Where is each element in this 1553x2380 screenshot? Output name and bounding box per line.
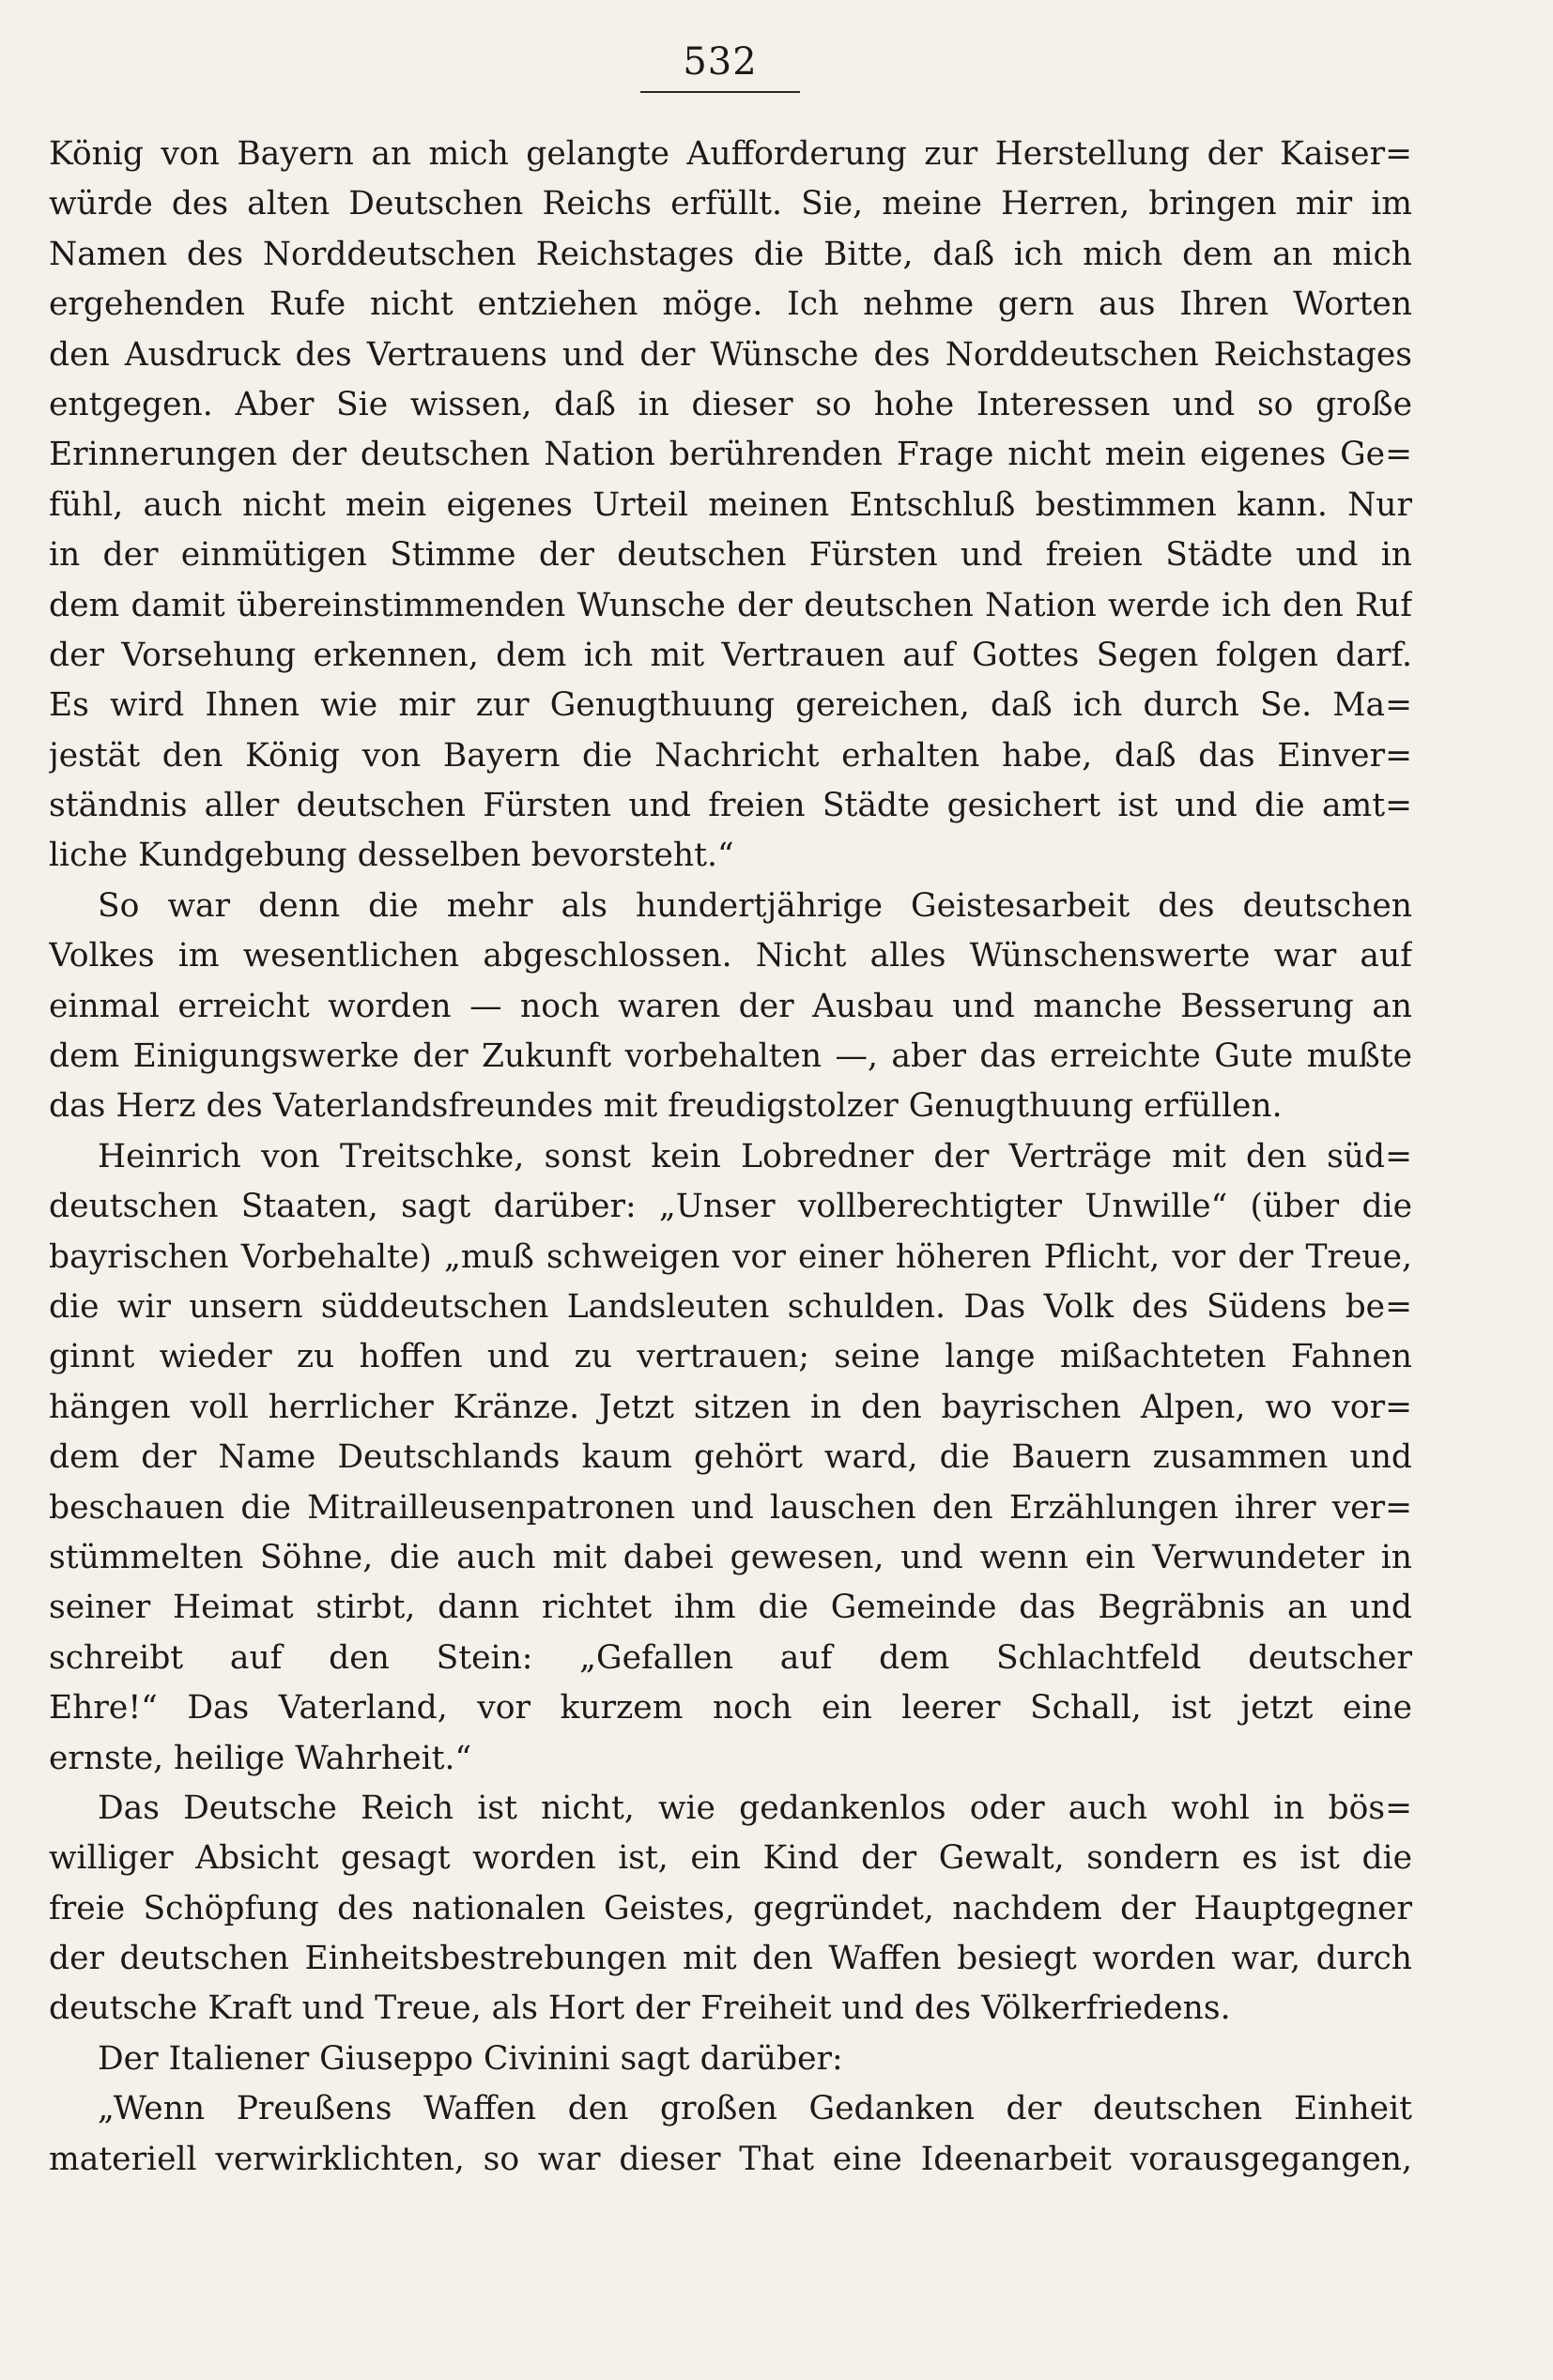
text-line: ernste, heilige Wahrheit.“ [49,1739,472,1777]
header-rule [640,91,800,93]
text-line: Der Italiener Giuseppo Civinini sagt darüber: [98,2039,843,2078]
text-line: Namen des Norddeutschen Reichstages die Bitte, daß ich mich dem an mich [49,235,1412,273]
text-line: einmal erreicht worden — noch waren der Ausbau und manche Besserung an [49,987,1412,1025]
text-line: fühl, auch nicht mein eigenes Urteil meinen Entschluß bestimmen kann. Nur [49,485,1412,524]
text-line: dem Einigungswerke der Zukunft vorbehalten —, aber das erreichte Gute mußte [49,1037,1412,1076]
text-line: entgegen. Aber Sie wissen, daß in dieser so hohe Interessen und so große [49,385,1412,423]
text-line: bayrischen Vorbehalte) „muß schweigen vor einer höheren Pflicht, vor der Treue, [49,1237,1412,1276]
text-line: die wir unsern süddeutschen Landsleuten schulden. Das Volk des Südens be= [49,1287,1412,1326]
text-line: materiell verwirklichten, so war dieser That eine Ideenarbeit vorausgegangen, [49,2140,1412,2178]
text-line: deutschen Staaten, sagt darüber: „Unser vollberechtigter Unwille“ (über die [49,1188,1412,1226]
text-line: deutsche Kraft und Treue, als Hort der Freiheit und des Völkerfriedens. [49,1989,1231,2028]
text-line: in der einmütigen Stimme der deutschen Fürsten und freien Städte und in [49,536,1412,575]
text-line: der deutschen Einheitsbestrebungen mit den Waffen besiegt worden war, durch [49,1940,1412,1978]
text-line: freie Schöpfung des nationalen Geistes, gegründet, nachdem der Hauptgegner [49,1889,1412,1927]
text-line: ergehenden Rufe nicht entziehen möge. Ich nehme gern aus Ihren Worten [49,285,1412,324]
text-line: Heinrich von Treitschke, sonst kein Lobredner der Verträge mit den süd= [98,1137,1412,1175]
text-line: den Ausdruck des Vertrauens und der Wünsche des Norddeutschen Reichstages [49,335,1412,374]
text-line: seiner Heimat stirbt, dann richtet ihm die Gemeinde das Begräbnis an und [49,1589,1412,1627]
text-line: Ehre!“ Das Vaterland, vor kurzem noch ein leerer Schall, ist jetzt eine [49,1689,1412,1727]
body-text [49,130,1412,2185]
text-line: Volkes im wesentlichen abgeschlossen. Nicht alles Wünschenswerte war auf [49,937,1412,975]
text-line: „Wenn Preußens Waffen den großen Gedanken der deutschen Einheit [98,2090,1412,2128]
text-line: jestät den König von Bayern die Nachricht erhalten habe, daß das Einver= [49,736,1412,775]
text-line: hängen voll herrlicher Kränze. Jetzt sitzen in den bayrischen Alpen, wo vor= [49,1388,1412,1426]
text-line: Das Deutsche Reich ist nicht, wie gedankenlos oder auch wohl in bös= [98,1789,1412,1827]
text-line: König von Bayern an mich gelangte Aufforderung zur Herstellung der Kaiser= [49,135,1412,173]
text-line: dem damit übereinstimmenden Wunsche der deutschen Nation werde ich den Ruf [49,586,1412,624]
text-line: So war denn die mehr als hundertjährige Geistesarbeit des deutschen [98,886,1412,925]
text-line: das Herz des Vaterlandsfreundes mit freudigstolzer Genugthuung erfüllen. [49,1087,1283,1126]
text-line: der Vorsehung erkennen, dem ich mit Vertrauen auf Gottes Segen folgen darf. [49,636,1412,674]
text-line: würde des alten Deutschen Reichs erfüllt. Sie, meine Herren, bringen mir im [49,185,1412,223]
text-line: Erinnerungen der deutschen Nation berührenden Frage nicht mein eigenes Ge= [49,436,1412,474]
text-line: beschauen die Mitrailleusenpatronen und lauschen den Erzählungen ihrer ver= [49,1488,1412,1527]
page-number: 532 [683,40,758,84]
text-line: dem der Name Deutschlands kaum gehört ward, die Bauern zusammen und [49,1438,1412,1477]
text-line: liche Kundgebung desselben bevorsteht.“ [49,837,734,875]
text-line: ständnis aller deutschen Fürsten und freien Städte gesichert ist und die amt= [49,787,1412,825]
text-line: ginnt wieder zu hoffen und zu vertrauen; seine lange mißachteten Fahnen [49,1338,1412,1376]
text-line: schreibt auf den Stein: „Gefallen auf dem Schlachtfeld deutscher [49,1638,1412,1677]
text-line: Es wird Ihnen wie mir zur Genugthuung gereichen, daß ich durch Se. Ma= [49,686,1412,725]
text-line: stümmelten Söhne, die auch mit dabei gewesen, und wenn ein Verwundeter in [49,1538,1412,1576]
text-line: williger Absicht gesagt worden ist, ein Kind der Gewalt, sondern es ist die [49,1839,1412,1878]
